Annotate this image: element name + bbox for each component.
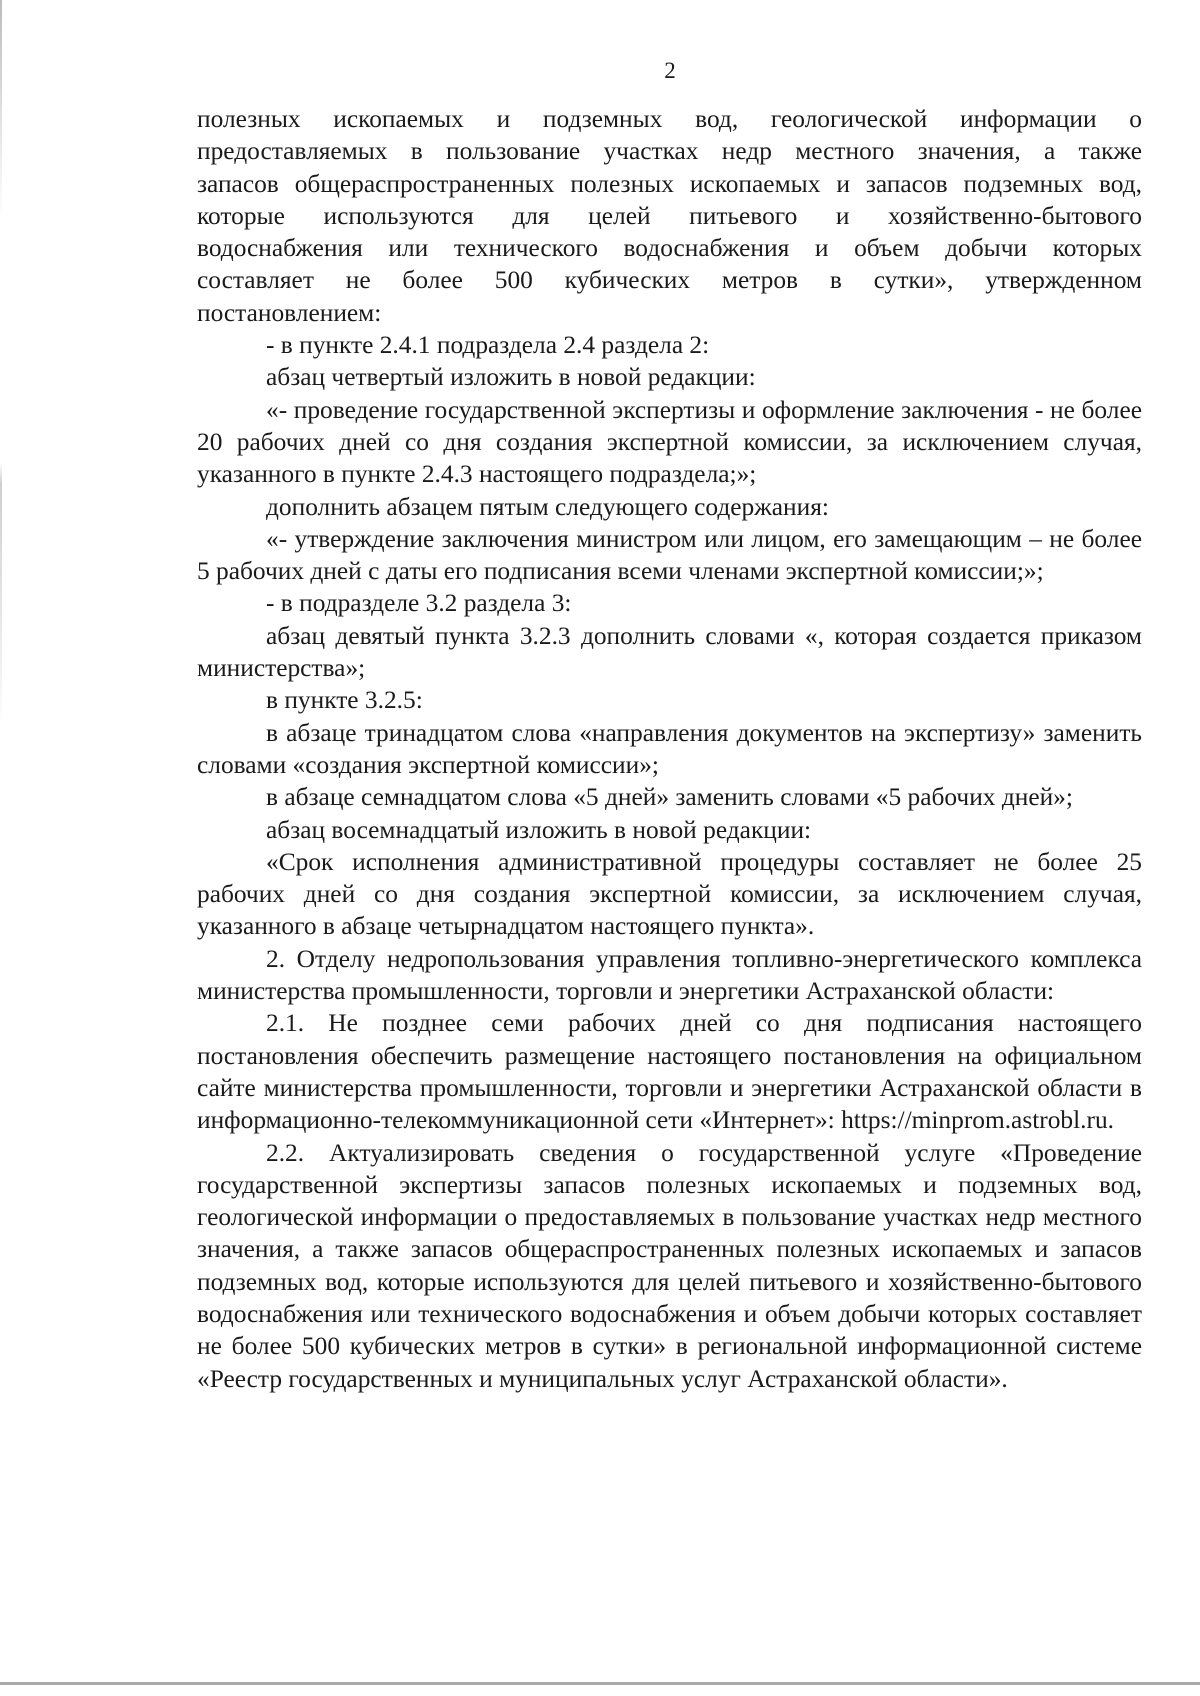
paragraph: 2. Отделу недропользования управления топливно-энергетического комплекса министерства промышленности, торговли и энергетики Астраханской области: xyxy=(197,944,1142,1006)
paragraph: в абзаце тринадцатом слова «направления документов на экспертизу» заменить словами «создания экспертной комиссии»; xyxy=(197,718,1142,779)
paragraph: «Срок исполнения административной процедуры составляет не более 25 рабочих дней со дня создания экспертной комиссии, за исключением случая, указанного в абзаце четырнадцатом настоящего пункта». xyxy=(197,847,1142,941)
paragraph: абзац восемнадцатый изложить в новой редакции: xyxy=(266,815,812,844)
paragraph: в пункте 3.2.5: xyxy=(266,686,423,715)
paragraph: дополнить абзацем пятым следующего содержания: xyxy=(266,492,829,521)
paragraph: полезных ископаемых и подземных вод, геологической информации о предоставляемых в пользование участках недр местного значения, а также запасов общераспространенных полезных ископаемых и запасов подземных вод, которые используются для целей питьевого и хозяйственно-бытового водоснабжения или технического водоснабжения и объем добычи которых составляет не более 500 кубических метров в сутки», утвержденном постановлением: xyxy=(197,105,1142,327)
paragraph: - в подразделе 3.2 раздела 3: xyxy=(266,589,572,618)
scan-edge-bottom xyxy=(0,1682,1200,1685)
paragraph: абзац девятый пункта 3.2.3 дополнить словами «, которая создается приказом министерства»; xyxy=(197,621,1142,683)
document-body xyxy=(197,103,1142,1395)
paragraph: - в пункте 2.4.1 подраздела 2.4 раздела 2: xyxy=(266,331,710,360)
paragraph: «- утверждение заключения министром или лицом, его замещающим – не более 5 рабочих дней с даты его подписания всеми членами экспертной комиссии;»; xyxy=(197,524,1142,586)
page-number: 2 xyxy=(664,58,676,83)
paragraph: «- проведение государственной экспертизы и оформление заключения - не более 20 рабочих дней со дня создания экспертной комиссии, за исключением случая, указанного в пункте 2.4.3 настоящего подраздела;»; xyxy=(197,395,1142,489)
paragraph: 2.1. Не позднее семи рабочих дней со дня подписания настоящего постановления обеспечить размещение настоящего постановления на официальном сайте министерства промышленности, торговли и энергетики Астраханской области в информационно-телекоммуникационной сети «Интернет»: https://minprom.astrobl.ru. xyxy=(197,1009,1142,1135)
scan-edge-left xyxy=(0,0,2,1100)
paragraph: в абзаце семнадцатом слова «5 дней» заменить словами «5 рабочих дней»; xyxy=(266,783,1073,812)
paragraph: абзац четвертый изложить в новой редакции: xyxy=(266,363,756,392)
paragraph: 2.2. Актуализировать сведения о государственной услуге «Проведение государственной экспертизы запасов полезных ископаемых и подземных вод, геологической информации о предоставляемых в пользование участках недр местного значения, а также запасов общераспространенных полезных ископаемых и запасов подземных вод, которые используются для целей питьевого и хозяйственно-бытового водоснабжения или технического водоснабжения и объем добычи которых составляет не более 500 кубических метров в сутки» в региональной информационной системе «Реестр государственных и муниципальных услуг Астраханской области». xyxy=(197,1138,1142,1393)
